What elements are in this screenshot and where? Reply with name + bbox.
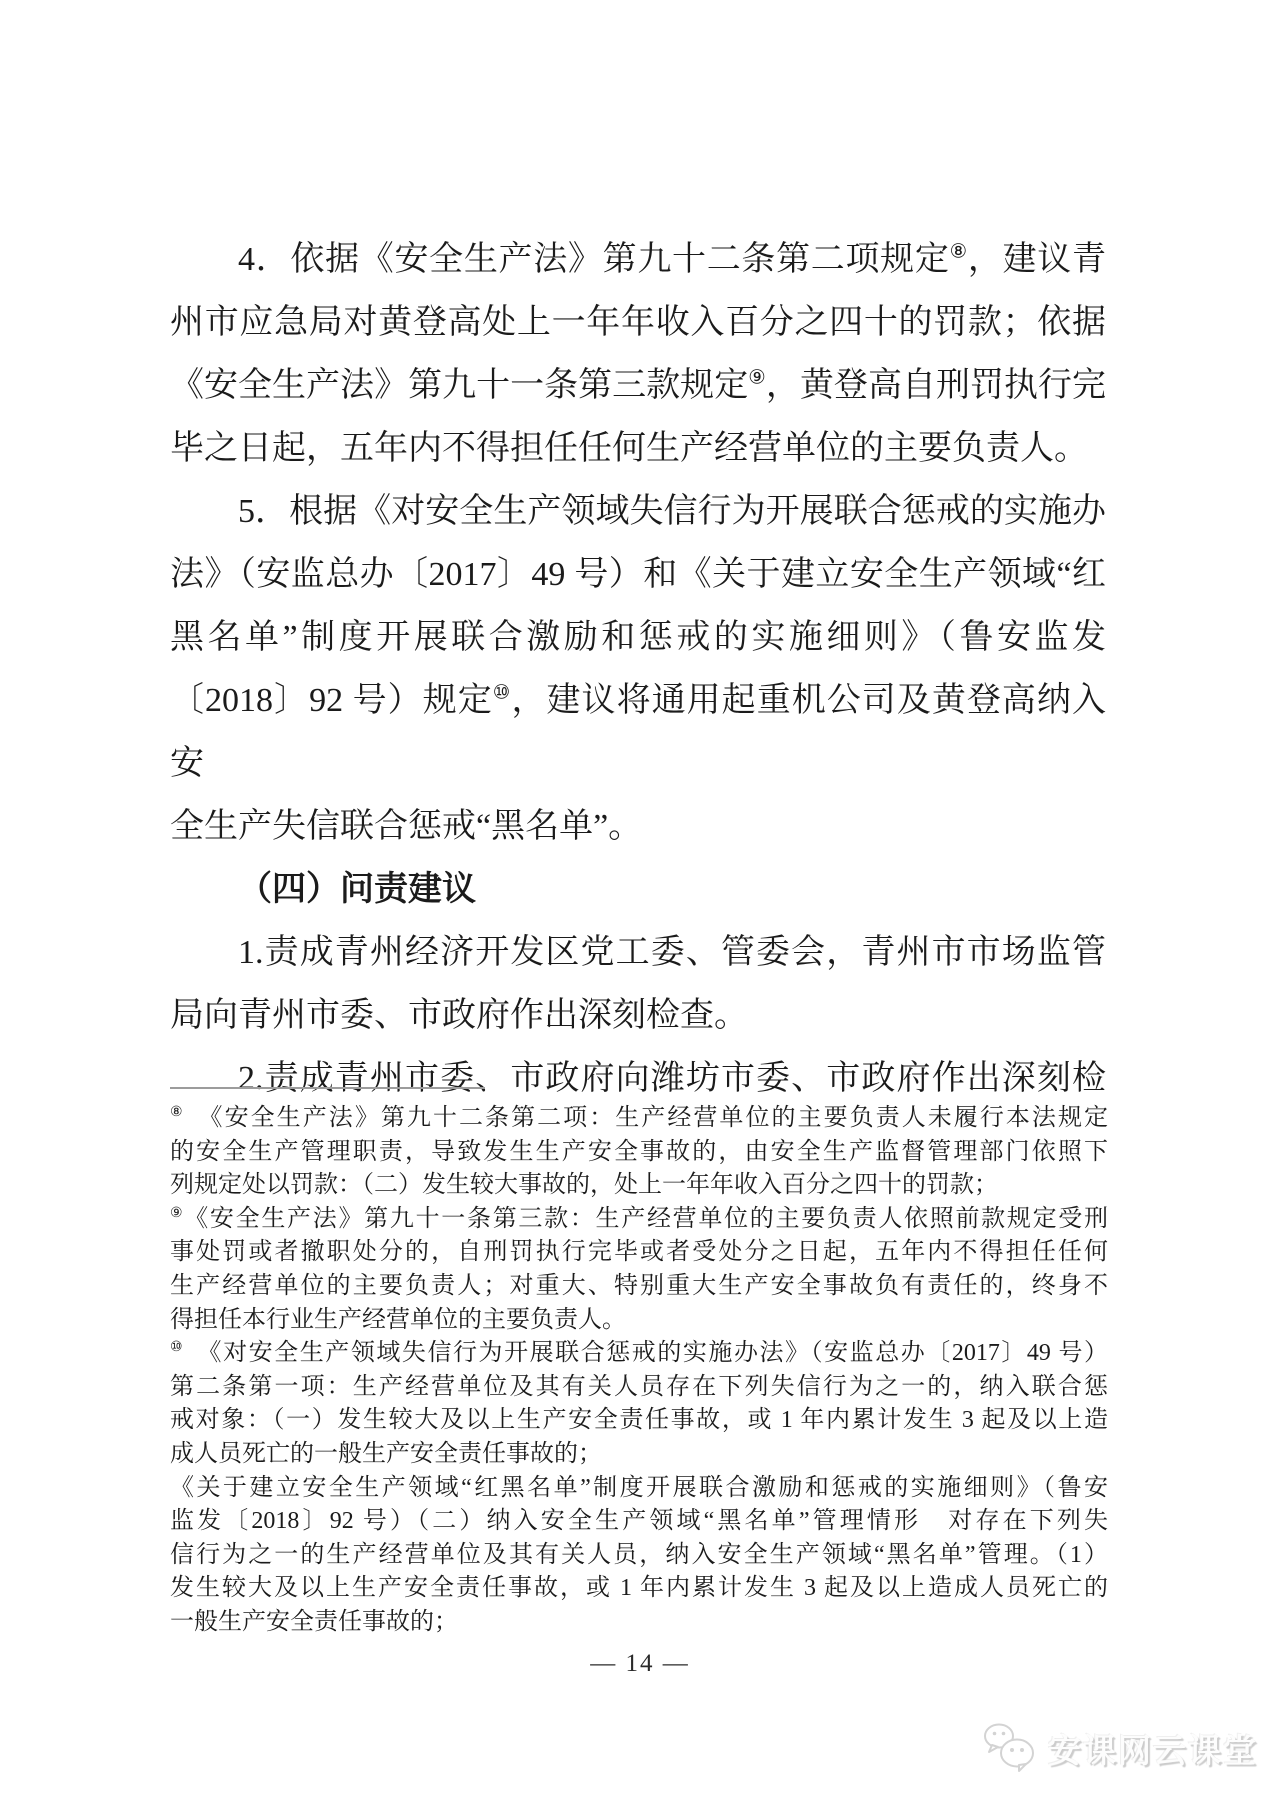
- body-line: 局向青州市委、市政府作出深刻检查。: [170, 997, 748, 1034]
- footnote-line: 成人员死亡的一般生产安全责任事故的；: [170, 1440, 602, 1467]
- footnote-line: 的安全生产管理职责，导致发生生产安全事故的，由安全生产监督管理部门依照下: [170, 1138, 1108, 1165]
- body-line: 毕之日起，五年内不得担任任何生产经营单位的主要负责人。: [170, 430, 1088, 467]
- body-text: [170, 228, 1106, 1110]
- chat-bubbles-icon: [982, 1722, 1038, 1774]
- footnote-separator: [170, 1087, 485, 1089]
- footnote-line: 戒对象：（一）发生较大及以上生产安全责任事故，或 1 年内累计发生 3 起及以上造: [170, 1407, 1108, 1434]
- footnote-line: 第二条第一项：生产经营单位及其有关人员存在下列失信行为之一的，纳入联合惩: [170, 1373, 1108, 1400]
- footnote-line: 事处罚或者撤职处分的，自刑罚执行完毕或者受处分之日起，五年内不得担任任何: [170, 1239, 1108, 1266]
- watermark: [982, 1722, 1258, 1774]
- body-line: 1.责成青州经济开发区党工委、管委会，青州市市场监管: [238, 934, 1106, 971]
- watermark-text: 安课网云课堂: [1048, 1731, 1258, 1769]
- footnotes: [170, 1102, 1108, 1640]
- body-line: 2.责成青州市委、市政府向潍坊市委、市政府作出深刻检: [238, 1060, 1106, 1097]
- footnote-line: ⑨《安全生产法》第九十一条第三款：生产经营单位的主要负责人依照前款规定受刑: [170, 1205, 1109, 1232]
- footnote-line: ⑧ 《安全生产法》第九十二条第二项：生产经营单位的主要负责人未履行本法规定: [170, 1105, 1109, 1131]
- body-line: 全生产失信联合惩戒“黑名单”。: [170, 808, 643, 845]
- section-heading: （四）问责建议: [238, 871, 476, 908]
- body-line: 5．根据《对安全生产领域失信行为开展联合惩戒的实施办: [238, 493, 1106, 530]
- footnote-line: 一般生产安全责任事故的；: [170, 1608, 458, 1635]
- page-number: — 14 —: [590, 1650, 690, 1677]
- footnote-line: 监发〔2018〕92 号）（二）纳入安全生产领域“黑名单”管理情形 对存在下列失: [170, 1508, 1108, 1535]
- body-line: 4．依据《安全生产法》第九十二条第二项规定⑧，建议青: [238, 240, 1107, 278]
- body-line: 州市应急局对黄登高处上一年年收入百分之四十的罚款；依据: [170, 304, 1106, 341]
- footnote-line: 信行为之一的生产经营单位及其有关人员，纳入安全生产领域“黑名单”管理。（1）: [170, 1541, 1108, 1568]
- footnote-line: 《关于建立安全生产领域“红黑名单”制度开展联合激励和惩戒的实施细则》（鲁安: [170, 1474, 1108, 1501]
- footnote-line: 列规定处以罚款：（二）发生较大事故的，处上一年年收入百分之四十的罚款；: [170, 1172, 998, 1199]
- body-line: 黑名单”制度开展联合激励和惩戒的实施细则》（鲁安监发: [170, 619, 1106, 656]
- body-line: 〔2018〕92 号）规定⑩，建议将通用起重机公司及黄登高纳入安: [170, 681, 1106, 782]
- footnote-line: 发生较大及以上生产安全责任事故，或 1 年内累计发生 3 起及以上造成人员死亡的: [170, 1575, 1108, 1602]
- body-line: 《安全生产法》第九十一条第三款规定⑨，黄登高自刑罚执行完: [170, 366, 1107, 404]
- body-line: 法》（安监总办〔2017〕49 号）和《关于建立安全生产领域“红: [170, 556, 1106, 593]
- footnote-line: ⑩ 《对安全生产领域失信行为开展联合惩戒的实施办法》（安监总办〔2017〕49 号）: [170, 1340, 1109, 1367]
- footnote-line: 得担任本行业生产经营单位的主要负责人。: [170, 1306, 626, 1333]
- footnote-line: 生产经营单位的主要负责人；对重大、特别重大生产安全事故负有责任的，终身不: [170, 1272, 1108, 1299]
